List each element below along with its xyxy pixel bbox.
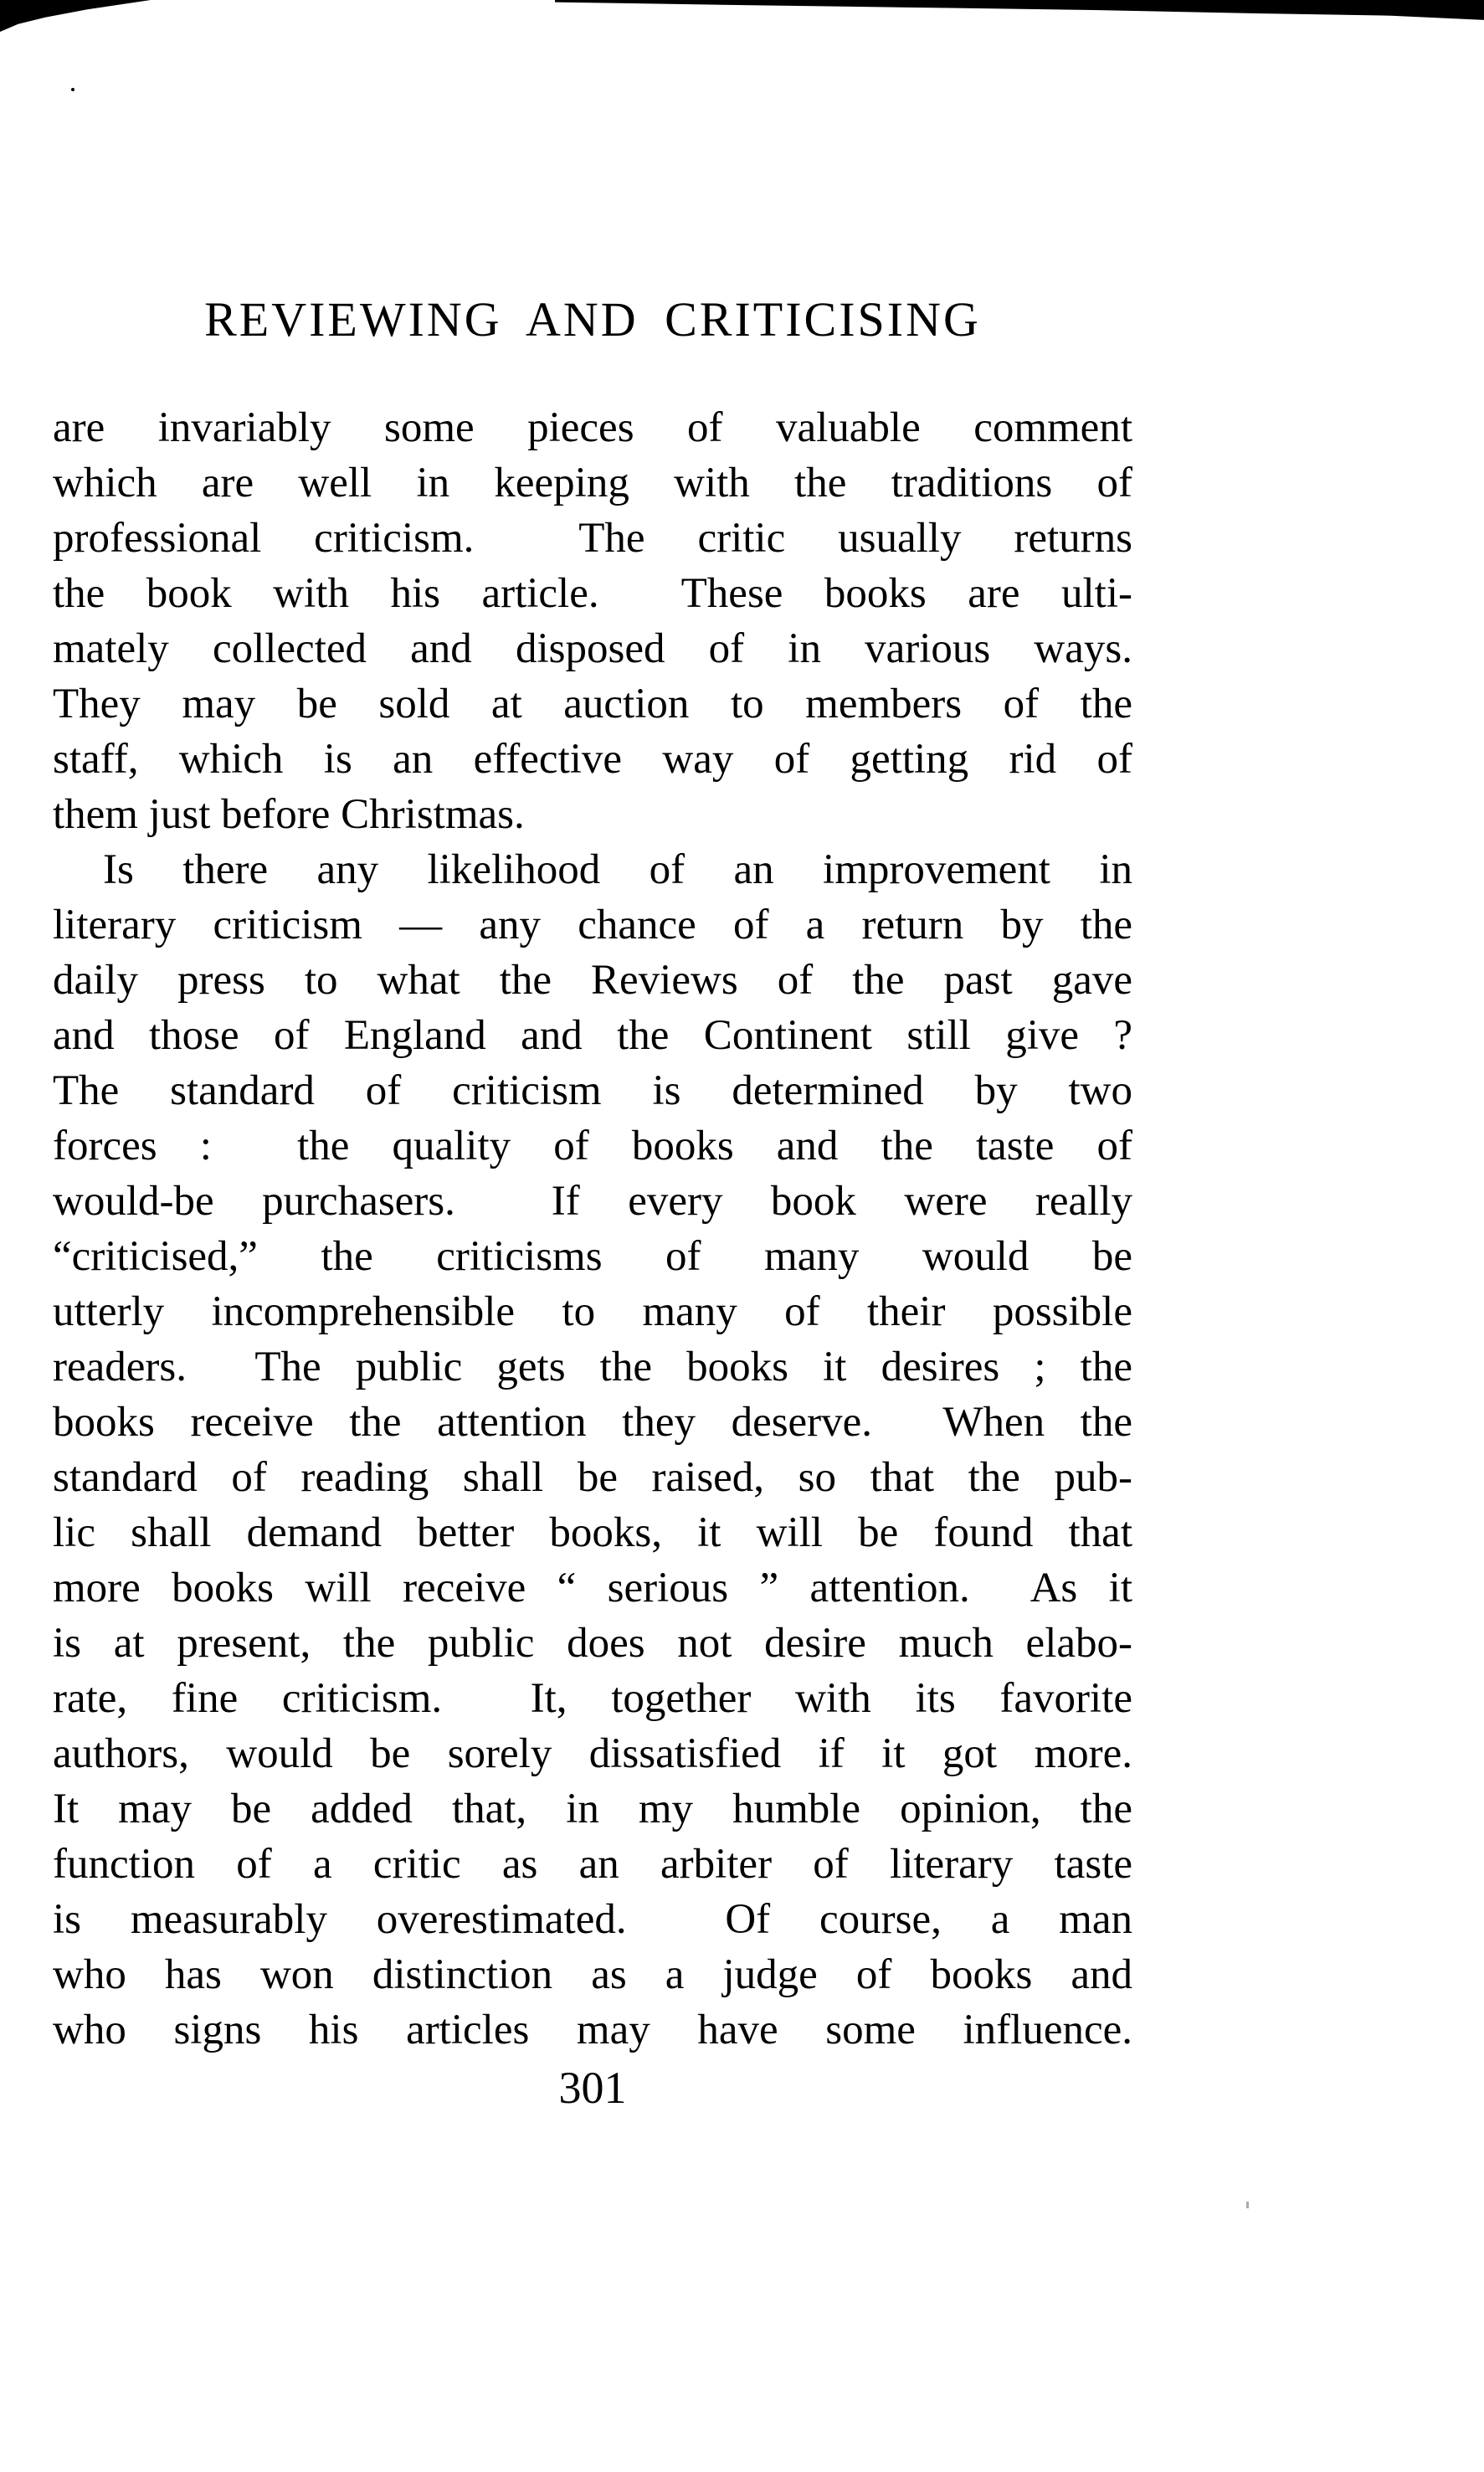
body-text <box>53 400 1132 2058</box>
text-line: rate, fine criticism. It, together with its favorite <box>53 1675 1132 1722</box>
text-line: forces : the quality of books and the taste of <box>53 1123 1132 1169</box>
text-line: staff, which is an effective way of getting rid of <box>53 736 1132 783</box>
scan-artifact-top-left-wedge <box>0 0 151 33</box>
text-line: and those of England and the Continent still give ? <box>53 1012 1132 1059</box>
text-line: readers. The public gets the books it desires ; the <box>53 1344 1132 1390</box>
text-line: function of a critic as an arbiter of literary taste <box>53 1841 1132 1888</box>
text-line: standard of reading shall be raised, so that the pub- <box>53 1454 1132 1501</box>
text-line: authors, would be sorely dissatisfied if it got more. <box>53 1730 1132 1777</box>
text-line: them just before Christmas. <box>53 791 525 838</box>
scan-speck <box>1246 2202 1249 2208</box>
text-line: It may be added that, in my humble opinion, the <box>53 1786 1132 1832</box>
scan-artifact-top-edge-strip <box>555 0 1484 22</box>
page-number: 301 <box>558 2063 627 2113</box>
text-line: the book with his article. These books are ulti- <box>53 570 1132 617</box>
running-header: REVIEWING AND CRITICISING <box>204 292 981 347</box>
text-line: are invariably some pieces of valuable comment <box>53 404 1132 451</box>
text-line: daily press to what the Reviews of the past gave <box>53 957 1132 1004</box>
text-line: more books will receive “ serious ” attention. As it <box>53 1565 1132 1611</box>
text-line: They may be sold at auction to members of the <box>53 681 1132 727</box>
text-line: books receive the attention they deserve. When the <box>53 1399 1132 1446</box>
text-line: who has won distinction as a judge of books and <box>53 1951 1132 1998</box>
text-line: Is there any likelihood of an improvement in <box>103 846 1132 893</box>
text-line: professional criticism. The critic usually returns <box>53 515 1132 562</box>
text-line: The standard of criticism is determined by two <box>53 1067 1132 1114</box>
text-line: mately collected and disposed of in various ways. <box>53 625 1132 672</box>
text-line: which are well in keeping with the traditions of <box>53 460 1132 506</box>
text-line: “criticised,” the criticisms of many would be <box>53 1233 1132 1280</box>
text-line: who signs his articles may have some influence. <box>53 2007 1132 2053</box>
text-line: lic shall demand better books, it will be found that <box>53 1509 1132 1556</box>
text-line: utterly incomprehensible to many of their possible <box>53 1288 1132 1335</box>
text-line: is at present, the public does not desire much elabo- <box>53 1620 1132 1667</box>
text-line: would-be purchasers. If every book were really <box>53 1178 1132 1225</box>
scan-speck <box>71 88 74 91</box>
text-line: is measurably overestimated. Of course, a man <box>53 1896 1132 1943</box>
text-line: literary criticism — any chance of a return by the <box>53 902 1132 948</box>
